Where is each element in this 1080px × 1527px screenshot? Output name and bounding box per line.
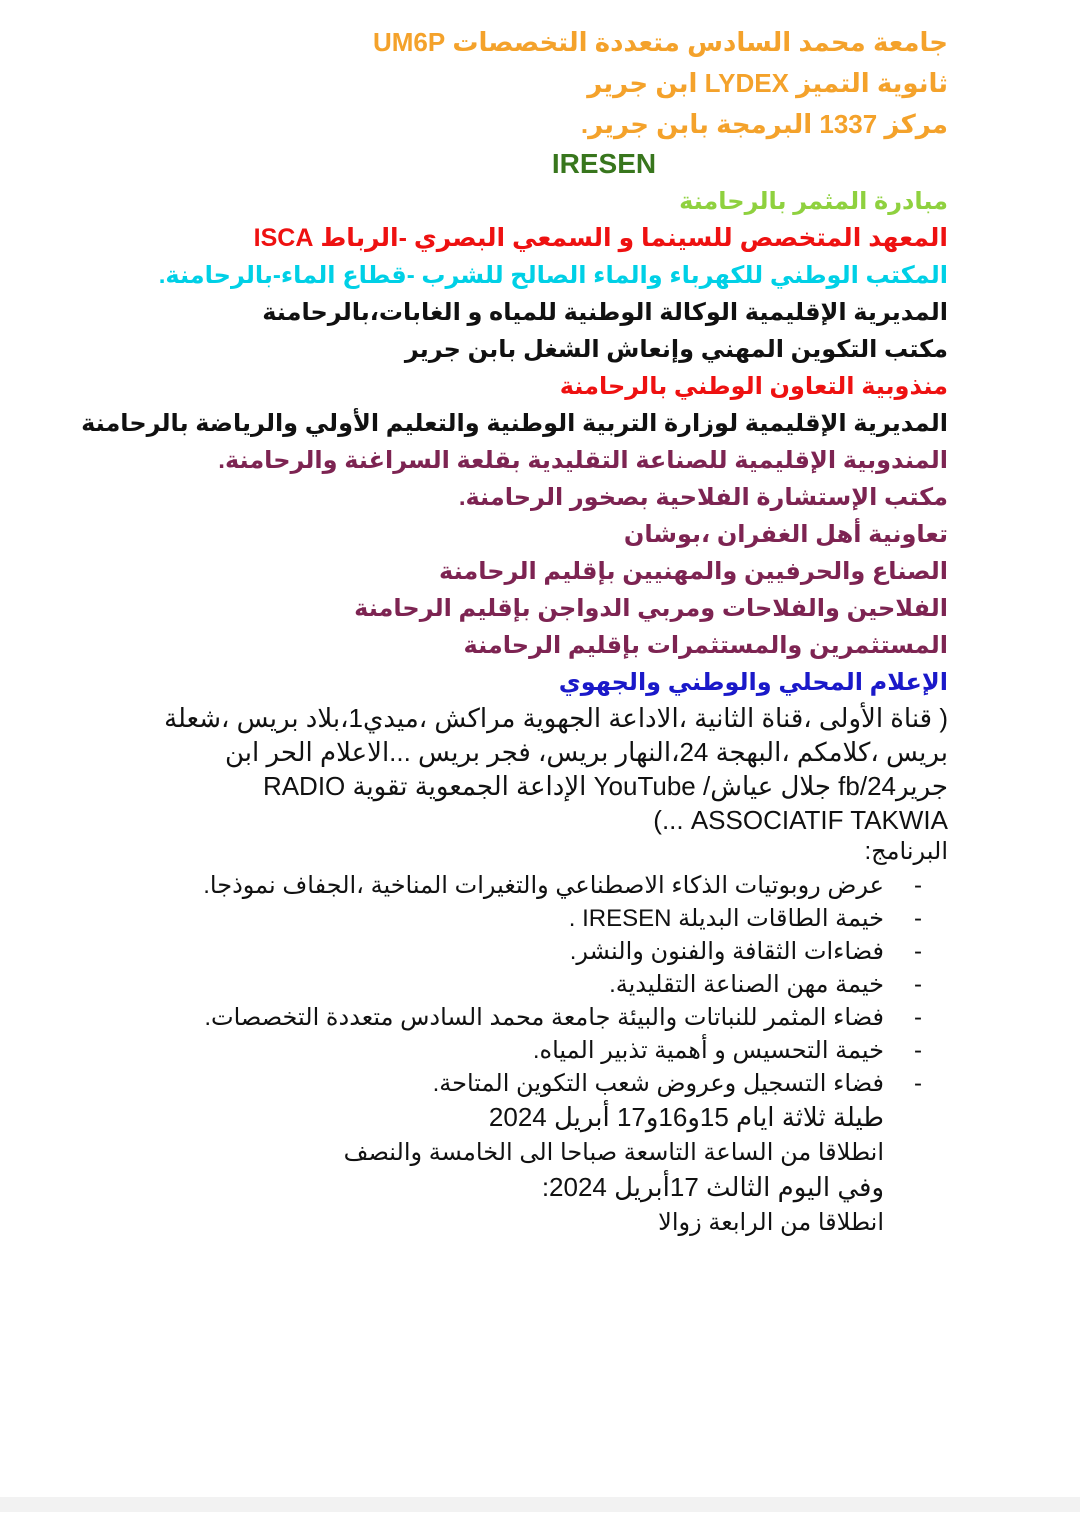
dash-bullet-icon: - bbox=[914, 905, 922, 932]
dash-bullet-icon: - bbox=[914, 872, 922, 899]
program-item bbox=[150, 1067, 948, 1100]
partner-line: المديرية الإقليمية الوكالة الوطنية للمياه و الغابات،بالرحامنة bbox=[262, 299, 948, 326]
partner-line: المكتب الوطني للكهرباء والماء الصالح للشرب -قطاع الماء-بالرحامنة. bbox=[158, 262, 948, 289]
program-list bbox=[150, 869, 948, 1100]
program-item-text: فضاء التسجيل وعروض شعب التكوين المتاحة. bbox=[432, 1070, 884, 1097]
program-time-daily: انطلاقا من الساعة التاسعة صباحا الى الخامسة والنصف bbox=[343, 1139, 884, 1166]
program-item-text: خيمة الطاقات البديلة IRESEN . bbox=[568, 905, 884, 932]
program-item-text: فضاء المثمر للنباتات والبيئة جامعة محمد السادس متعددة التخصصات. bbox=[204, 1004, 884, 1031]
header-lydex: ثانوية التميز LYDEX ابن جرير bbox=[587, 68, 948, 98]
media-heading: الإعلام المحلي والوطني والجهوي bbox=[558, 669, 948, 696]
media-list bbox=[150, 701, 948, 837]
dash-bullet-icon: - bbox=[914, 938, 922, 965]
header-1337: مركز 1337 البرمجة بابن جرير. bbox=[580, 109, 948, 139]
partner-line: مكتب الإستشارة الفلاحية بصخور الرحامنة. bbox=[458, 484, 948, 511]
media-line: جرير24/fb جلال عياش/ YouTube الإداعة الجمعوية تقوية RADIO bbox=[262, 771, 948, 801]
program-item bbox=[150, 1001, 948, 1034]
dash-bullet-icon: - bbox=[914, 971, 922, 998]
program-item bbox=[150, 968, 948, 1001]
program-item bbox=[150, 869, 948, 902]
partner-line: الصناع والحرفيين والمهنيين بإقليم الرحامنة bbox=[439, 558, 948, 585]
iresen-title: IRESEN bbox=[551, 148, 657, 179]
partner-line: منذوبية التعاون الوطني بالرحامنة bbox=[559, 373, 948, 400]
program-time-day-three: انطلاقا من الرابعة زوالا bbox=[658, 1209, 884, 1236]
program-day-three: وفي اليوم الثالث 17أبريل 2024: bbox=[541, 1172, 884, 1202]
header-university: جامعة محمد السادس متعددة التخصصات UM6P bbox=[372, 27, 948, 57]
dash-bullet-icon: - bbox=[914, 1037, 922, 1064]
program-dates: طيلة ثلاثة ايام 15و16و17 أبريل 2024 bbox=[488, 1102, 884, 1132]
program-item bbox=[150, 902, 948, 935]
program-item bbox=[150, 935, 948, 968]
program-item-text: فضاءات الثقافة والفنون والنشر. bbox=[569, 938, 884, 965]
partner-line: المعهد المتخصص للسينما و السمعي البصري -الرباط ISCA bbox=[253, 224, 948, 252]
partner-line: مبادرة المثمر بالرحامنة bbox=[679, 188, 948, 215]
page-footer-strip bbox=[0, 1497, 1080, 1512]
partner-line: تعاونية أهل الغفران ،بوشان bbox=[623, 521, 948, 548]
media-line: ASSOCIATIF TAKWIA ...) bbox=[653, 805, 948, 835]
dash-bullet-icon: - bbox=[914, 1004, 922, 1031]
program-item-text: خيمة التحسيس و أهمية تذبير المياه. bbox=[532, 1037, 884, 1064]
dash-bullet-icon: - bbox=[914, 1070, 922, 1097]
document-body bbox=[81, 22, 948, 1240]
program-item-text: خيمة مهن الصناعة التقليدية. bbox=[609, 971, 884, 998]
partner-line: المديرية الإقليمية لوزارة التربية الوطنية والتعليم الأولي والرياضة بالرحامنة bbox=[81, 410, 948, 437]
partner-line: المستثمرين والمستثمرات بإقليم الرحامنة bbox=[463, 632, 948, 659]
media-line: بريس ،كلامكم ،البهجة 24،النهار بريس، فجر بريس ...الاعلام الحر ابن bbox=[225, 737, 948, 767]
partner-line: الفلاحين والفلاحات ومربي الدواجن بإقليم الرحامنة bbox=[354, 595, 948, 622]
program-title: البرنامج: bbox=[864, 838, 948, 865]
media-line: ( قناة الأولى ،قناة الثانية ،الاداعة الجهوية مراكش ،ميدي1،بلاد بريس ،شعلة bbox=[164, 703, 948, 733]
program-item bbox=[150, 1034, 948, 1067]
partner-line: مكتب التكوين المهني وإنعاش الشغل بابن جرير bbox=[404, 336, 948, 363]
partner-line: المندوبية الإقليمية للصناعة التقليدية بقلعة السراغنة والرحامنة. bbox=[218, 447, 948, 474]
program-item-text: عرض روبوتيات الذكاء الاصطناعي والتغيرات المناخية ،الجفاف نموذجا. bbox=[203, 872, 884, 899]
